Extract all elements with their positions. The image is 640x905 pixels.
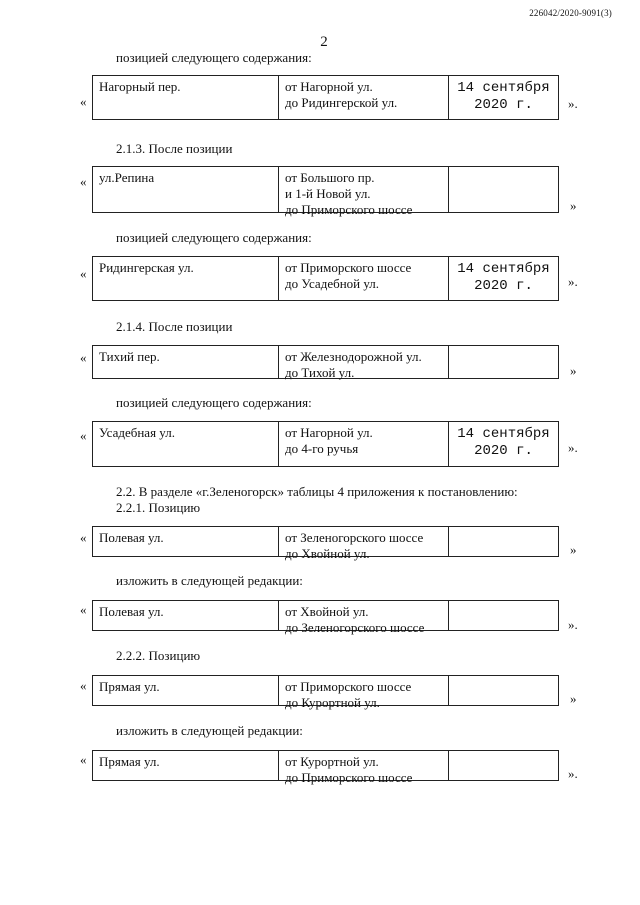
street-section: от Хвойной ул. до Зеленогорского шоссе (279, 601, 449, 630)
street-name: Полевая ул. (93, 601, 279, 630)
close-quote: » (570, 198, 577, 213)
date-cell (449, 601, 558, 630)
date-cell (449, 527, 558, 556)
close-quote: ». (568, 96, 578, 111)
paragraph: 2.2.2. Позицию (116, 648, 201, 663)
close-quote: » (570, 363, 577, 378)
paragraph: 2.2.1. Позицию (116, 500, 201, 515)
paragraph: позицией следующего содержания: (116, 50, 312, 65)
date-stamp: 14 сентября 2020 г. (457, 426, 550, 459)
document-id: 226042/2020-9091(3) (529, 8, 612, 18)
open-quote: « (80, 350, 87, 365)
close-quote: ». (568, 617, 578, 632)
table-row (92, 256, 559, 301)
table-row (92, 600, 559, 635)
open-quote: « (80, 428, 87, 443)
date-cell (449, 346, 558, 378)
open-quote: « (80, 678, 87, 693)
street-name: Нагорный пер. (93, 76, 279, 119)
street-name: Ридингерская ул. (93, 257, 279, 300)
close-quote: ». (568, 766, 578, 781)
street-name: Усадебная ул. (93, 422, 279, 466)
close-quote: » (570, 691, 577, 706)
paragraph: изложить в следующей редакции: (116, 723, 303, 738)
street-section: от Приморского шоссе до Курортной ул. (279, 676, 449, 705)
table-row (92, 526, 559, 561)
street-section: от Зеленогорского шоссе до Хвойной ул. (279, 527, 449, 556)
table-row (92, 345, 559, 379)
table-row (92, 421, 559, 467)
paragraph: позицией следующего содержания: (116, 230, 312, 245)
date-cell (449, 751, 558, 780)
table-row (92, 166, 559, 217)
table-row (92, 75, 559, 120)
street-name: ул.Репина (93, 167, 279, 212)
page-number: 2 (320, 34, 328, 50)
street-section: от Приморского шоссе до Усадебной ул. (279, 257, 449, 300)
open-quote: « (80, 602, 87, 617)
street-name: Прямая ул. (93, 751, 279, 780)
paragraph: позицией следующего содержания: (116, 395, 312, 410)
open-quote: « (80, 530, 87, 545)
date-cell (449, 167, 558, 212)
street-name: Тихий пер. (93, 346, 279, 378)
street-name: Полевая ул. (93, 527, 279, 556)
date-stamp: 14 сентября 2020 г. (457, 80, 550, 113)
date-cell (449, 676, 558, 705)
paragraph: изложить в следующей редакции: (116, 573, 303, 588)
close-quote: » (570, 542, 577, 557)
table-row (92, 750, 559, 785)
street-section: от Железнодорожной ул. до Тихой ул. (279, 346, 449, 378)
paragraph: 2.1.3. После позиции (116, 141, 233, 156)
street-section: от Нагорной ул. до Ридингерской ул. (279, 76, 449, 119)
street-section: от Курортной ул. до Приморского шоссе (279, 751, 449, 780)
paragraph: 2.1.4. После позиции (116, 319, 233, 334)
close-quote: ». (568, 274, 578, 289)
date-stamp: 14 сентября 2020 г. (457, 261, 550, 294)
open-quote: « (80, 266, 87, 281)
street-section: от Большого пр. и 1-й Новой ул. до Приморского шоссе (279, 167, 449, 212)
street-section: от Нагорной ул. до 4-го ручья (279, 422, 449, 466)
street-name: Прямая ул. (93, 676, 279, 705)
open-quote: « (80, 94, 87, 109)
table-row (92, 675, 559, 710)
open-quote: « (80, 174, 87, 189)
open-quote: « (80, 752, 87, 767)
paragraph: 2.2. В разделе «г.Зеленогорск» таблицы 4 приложения к постановлению: (116, 484, 518, 499)
close-quote: ». (568, 440, 578, 455)
